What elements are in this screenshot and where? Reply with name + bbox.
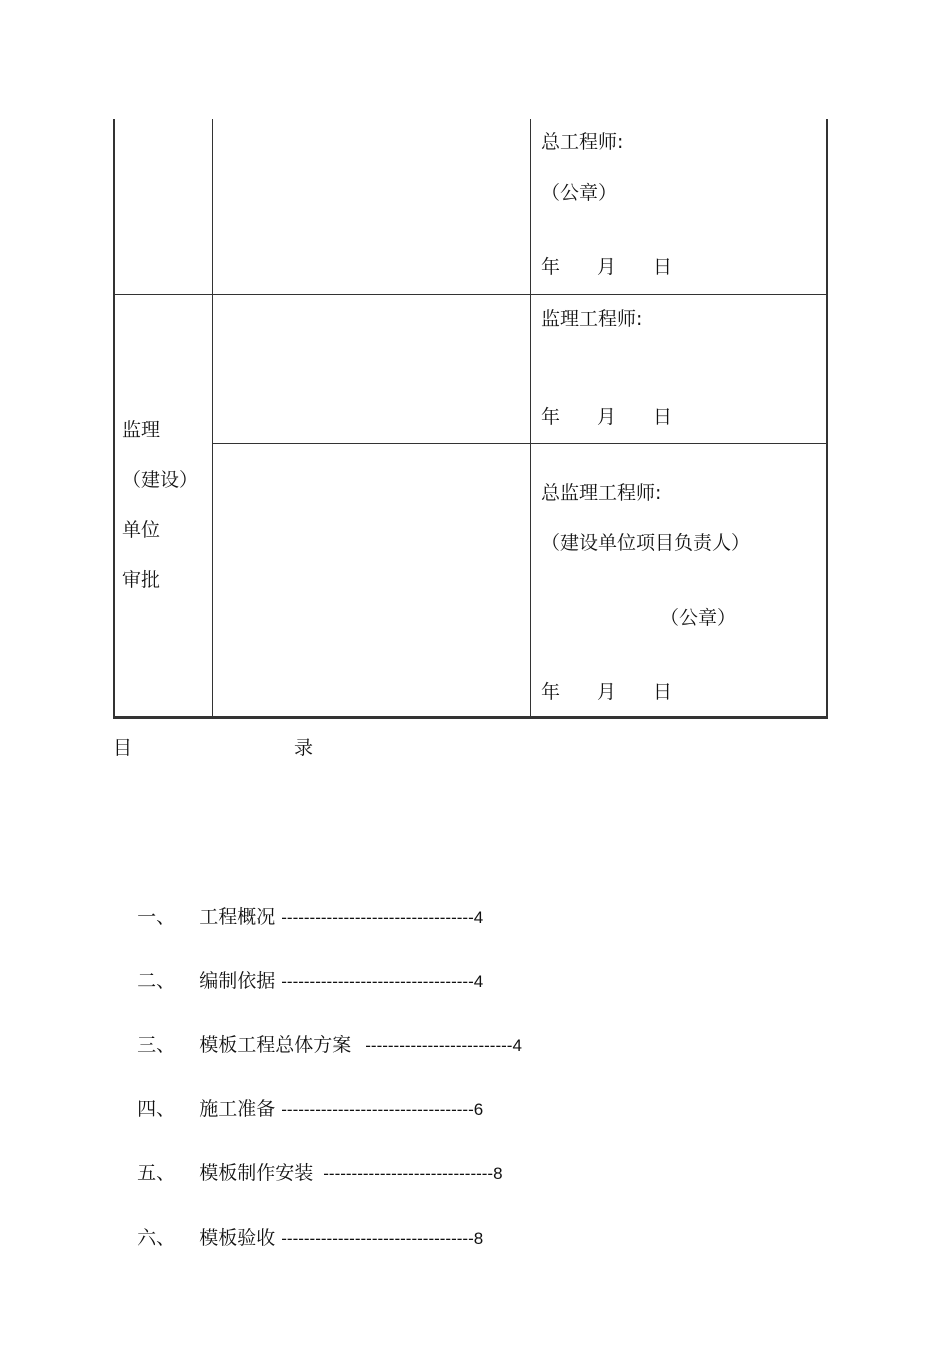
date-day: 日 bbox=[653, 256, 673, 278]
chief-supervising-engineer-label: 总监理工程师: bbox=[541, 482, 662, 504]
toc-item-number: 五、 bbox=[137, 1162, 176, 1184]
seal-label: （公章） bbox=[541, 182, 618, 204]
date-year: 年 bbox=[541, 406, 561, 428]
toc-item bbox=[113, 884, 483, 951]
toc-item-page: 4 bbox=[473, 908, 484, 927]
toc-item-number: 四、 bbox=[137, 1098, 176, 1120]
toc-leader-dots: ---------------------------------- bbox=[281, 1100, 474, 1119]
supervising-engineer-label: 监理工程师: bbox=[541, 308, 643, 330]
date-day: 日 bbox=[653, 681, 673, 703]
left-label-line-3: 单位 bbox=[122, 519, 161, 541]
toc-leader-dots: -------------------------- bbox=[365, 1036, 513, 1055]
toc-item-number: 一、 bbox=[137, 906, 176, 928]
toc-item bbox=[113, 1205, 483, 1272]
left-label-line-1: 监理 bbox=[122, 419, 161, 441]
date-month: 月 bbox=[597, 406, 617, 428]
date-year: 年 bbox=[541, 681, 561, 703]
toc-leader-dots: ------------------------------ bbox=[323, 1164, 494, 1183]
seal-label: （公章） bbox=[660, 607, 737, 629]
toc-leader-dots: ---------------------------------- bbox=[281, 1229, 474, 1248]
toc-item-title: 模板制作安装 bbox=[199, 1162, 314, 1184]
table-divider-col1 bbox=[212, 119, 213, 719]
toc-item-page: 8 bbox=[473, 1229, 484, 1248]
toc-leader-dots: ---------------------------------- bbox=[281, 908, 474, 927]
toc-item-title: 施工准备 bbox=[199, 1098, 276, 1120]
toc-item bbox=[113, 948, 483, 1015]
toc-item-page: 6 bbox=[473, 1100, 484, 1119]
toc-item-title: 工程概况 bbox=[199, 906, 276, 928]
toc-item-number: 二、 bbox=[137, 970, 176, 992]
toc-item-page: 4 bbox=[512, 1036, 522, 1055]
project-leader-note: （建设单位项目负责人） bbox=[541, 532, 751, 554]
toc-item-page: 4 bbox=[473, 972, 484, 991]
toc-item-page: 8 bbox=[493, 1164, 503, 1183]
toc-item bbox=[113, 1076, 483, 1143]
table-border-right bbox=[826, 119, 828, 719]
date-month: 月 bbox=[597, 256, 617, 278]
date-day: 日 bbox=[653, 406, 673, 428]
left-label-line-4: 审批 bbox=[122, 569, 161, 591]
toc-item bbox=[113, 1012, 522, 1079]
toc-title-left: 目 bbox=[113, 737, 133, 759]
toc-item bbox=[113, 1140, 503, 1207]
date-year: 年 bbox=[541, 256, 561, 278]
left-label-line-2: （建设） bbox=[122, 469, 199, 491]
toc-item-number: 三、 bbox=[137, 1034, 176, 1056]
toc-item-title: 模板验收 bbox=[199, 1227, 276, 1249]
toc-item-title: 模板工程总体方案 bbox=[199, 1034, 352, 1056]
date-month: 月 bbox=[597, 681, 617, 703]
table-border-left bbox=[113, 119, 115, 719]
toc-item-number: 六、 bbox=[137, 1227, 176, 1249]
chief-engineer-label: 总工程师: bbox=[541, 131, 624, 153]
toc-item-title: 编制依据 bbox=[199, 970, 276, 992]
toc-title-right: 录 bbox=[294, 737, 314, 759]
table-divider-row2-sub bbox=[212, 443, 828, 444]
toc-leader-dots: ---------------------------------- bbox=[281, 972, 474, 991]
table-divider-col2 bbox=[530, 119, 531, 719]
table-divider-row1 bbox=[113, 294, 828, 295]
table-border-bottom bbox=[113, 716, 828, 719]
